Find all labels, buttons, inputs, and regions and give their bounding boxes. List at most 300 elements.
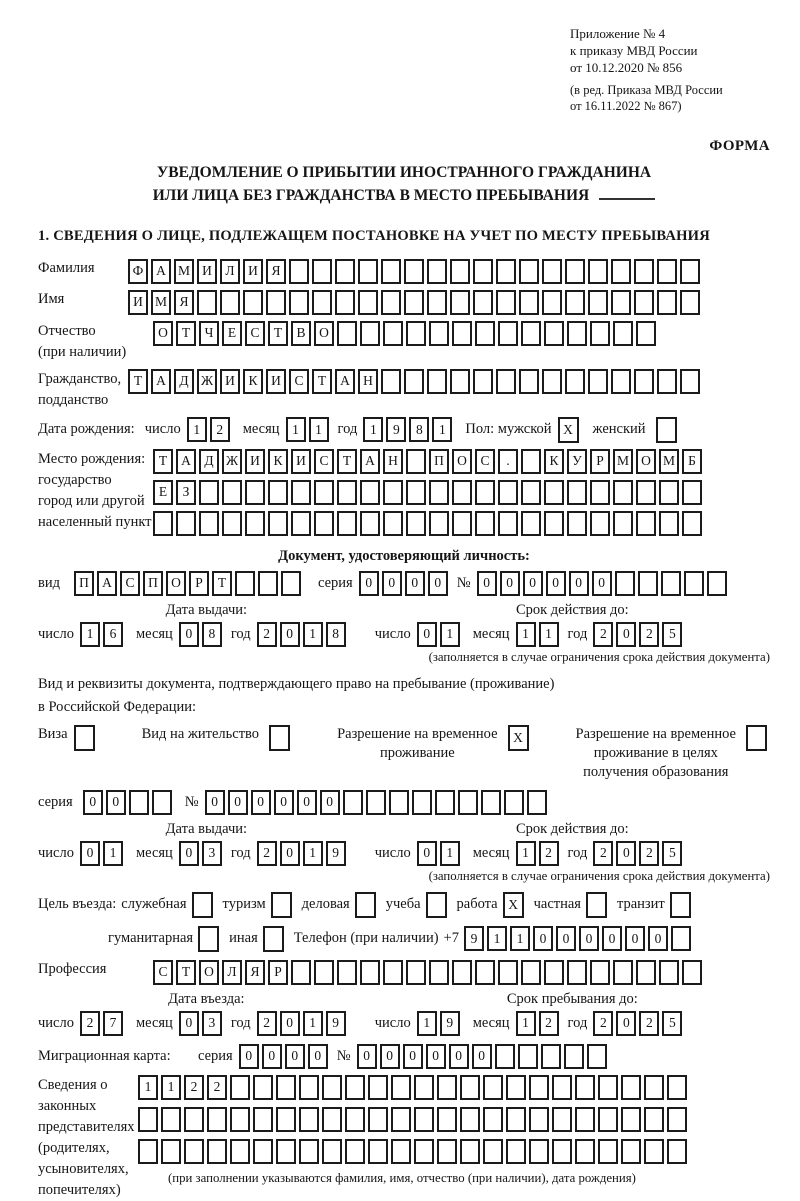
char-cell[interactable] bbox=[552, 1139, 572, 1164]
char-cell[interactable] bbox=[312, 259, 332, 284]
legal-reps-cells-row3[interactable] bbox=[138, 1139, 690, 1164]
char-cell[interactable]: Б bbox=[682, 449, 702, 474]
char-cell[interactable]: 0 bbox=[357, 1044, 377, 1069]
char-cell[interactable]: 1 bbox=[303, 1011, 323, 1036]
char-cell[interactable] bbox=[636, 960, 656, 985]
char-cell[interactable] bbox=[291, 511, 311, 536]
char-cell[interactable] bbox=[506, 1107, 526, 1132]
char-cell[interactable] bbox=[429, 511, 449, 536]
char-cell[interactable] bbox=[291, 480, 311, 505]
char-cell[interactable] bbox=[437, 1075, 457, 1100]
char-cell[interactable]: Т bbox=[176, 321, 196, 346]
char-cell[interactable]: О bbox=[153, 321, 173, 346]
char-cell[interactable] bbox=[161, 1139, 181, 1164]
char-cell[interactable] bbox=[266, 290, 286, 315]
char-cell[interactable] bbox=[544, 960, 564, 985]
char-cell[interactable]: 0 bbox=[477, 571, 497, 596]
char-cell[interactable] bbox=[406, 480, 426, 505]
char-cell[interactable] bbox=[552, 1075, 572, 1100]
phone-cells[interactable] bbox=[464, 926, 694, 951]
char-cell[interactable] bbox=[527, 790, 547, 815]
char-cell[interactable] bbox=[564, 1044, 584, 1069]
char-cell[interactable] bbox=[634, 259, 654, 284]
char-cell[interactable]: 2 bbox=[257, 622, 277, 647]
char-cell[interactable] bbox=[197, 290, 217, 315]
char-cell[interactable]: Е bbox=[222, 321, 242, 346]
char-cell[interactable]: 1 bbox=[510, 926, 530, 951]
char-cell[interactable] bbox=[452, 321, 472, 346]
char-cell[interactable]: 0 bbox=[472, 1044, 492, 1069]
char-cell[interactable] bbox=[496, 369, 516, 394]
char-cell[interactable]: С bbox=[120, 571, 140, 596]
char-cell[interactable]: 2 bbox=[639, 1011, 659, 1036]
char-cell[interactable] bbox=[621, 1107, 641, 1132]
char-cell[interactable]: И bbox=[197, 259, 217, 284]
entry-month-cells[interactable] bbox=[179, 1011, 225, 1036]
char-cell[interactable]: Ж bbox=[197, 369, 217, 394]
char-cell[interactable] bbox=[391, 1075, 411, 1100]
char-cell[interactable]: 0 bbox=[359, 571, 379, 596]
char-cell[interactable] bbox=[634, 290, 654, 315]
char-cell[interactable]: А bbox=[176, 449, 196, 474]
char-cell[interactable]: Т bbox=[176, 960, 196, 985]
purpose-work-checkbox[interactable]: X bbox=[503, 892, 524, 918]
char-cell[interactable] bbox=[383, 960, 403, 985]
char-cell[interactable]: 0 bbox=[426, 1044, 446, 1069]
char-cell[interactable] bbox=[138, 1107, 158, 1132]
char-cell[interactable]: 0 bbox=[320, 790, 340, 815]
char-cell[interactable]: 3 bbox=[202, 841, 222, 866]
purpose-humanitarian-checkbox[interactable] bbox=[198, 926, 219, 952]
char-cell[interactable] bbox=[337, 321, 357, 346]
char-cell[interactable] bbox=[383, 511, 403, 536]
char-cell[interactable] bbox=[199, 511, 219, 536]
char-cell[interactable]: 2 bbox=[207, 1075, 227, 1100]
char-cell[interactable]: 0 bbox=[500, 571, 520, 596]
char-cell[interactable] bbox=[322, 1107, 342, 1132]
char-cell[interactable] bbox=[412, 790, 432, 815]
char-cell[interactable] bbox=[358, 259, 378, 284]
char-cell[interactable]: 0 bbox=[616, 622, 636, 647]
char-cell[interactable] bbox=[153, 511, 173, 536]
char-cell[interactable] bbox=[414, 1139, 434, 1164]
char-cell[interactable]: А bbox=[335, 369, 355, 394]
char-cell[interactable] bbox=[521, 449, 541, 474]
char-cell[interactable] bbox=[567, 480, 587, 505]
id-expiry-month-cells[interactable] bbox=[516, 622, 562, 647]
char-cell[interactable]: К bbox=[268, 449, 288, 474]
char-cell[interactable]: 0 bbox=[428, 571, 448, 596]
stay-month-cells[interactable] bbox=[516, 1011, 562, 1036]
entry-day-cells[interactable] bbox=[80, 1011, 126, 1036]
char-cell[interactable]: 0 bbox=[382, 571, 402, 596]
char-cell[interactable] bbox=[427, 290, 447, 315]
purpose-study-checkbox[interactable] bbox=[426, 892, 447, 918]
char-cell[interactable]: 9 bbox=[326, 841, 346, 866]
char-cell[interactable] bbox=[542, 290, 562, 315]
char-cell[interactable] bbox=[565, 290, 585, 315]
profession-cells[interactable] bbox=[153, 960, 705, 985]
char-cell[interactable] bbox=[671, 926, 691, 951]
char-cell[interactable]: 2 bbox=[539, 1011, 559, 1036]
char-cell[interactable] bbox=[661, 571, 681, 596]
char-cell[interactable]: 0 bbox=[523, 571, 543, 596]
char-cell[interactable]: У bbox=[567, 449, 587, 474]
char-cell[interactable] bbox=[529, 1139, 549, 1164]
char-cell[interactable] bbox=[429, 480, 449, 505]
char-cell[interactable] bbox=[312, 290, 332, 315]
char-cell[interactable] bbox=[644, 1139, 664, 1164]
char-cell[interactable]: 5 bbox=[662, 1011, 682, 1036]
char-cell[interactable]: Н bbox=[383, 449, 403, 474]
char-cell[interactable]: С bbox=[245, 321, 265, 346]
char-cell[interactable] bbox=[481, 790, 501, 815]
char-cell[interactable]: 0 bbox=[592, 571, 612, 596]
char-cell[interactable] bbox=[345, 1107, 365, 1132]
char-cell[interactable] bbox=[406, 321, 426, 346]
char-cell[interactable]: 2 bbox=[80, 1011, 100, 1036]
char-cell[interactable] bbox=[542, 369, 562, 394]
purpose-official-checkbox[interactable] bbox=[192, 892, 213, 918]
char-cell[interactable]: 1 bbox=[138, 1075, 158, 1100]
legal-reps-cells-row1[interactable] bbox=[138, 1075, 690, 1100]
char-cell[interactable]: 0 bbox=[308, 1044, 328, 1069]
char-cell[interactable] bbox=[611, 259, 631, 284]
char-cell[interactable] bbox=[521, 480, 541, 505]
doc-number-cells[interactable] bbox=[477, 571, 730, 596]
surname-cells[interactable] bbox=[128, 259, 703, 284]
char-cell[interactable]: М bbox=[659, 449, 679, 474]
char-cell[interactable] bbox=[368, 1139, 388, 1164]
char-cell[interactable] bbox=[452, 511, 472, 536]
char-cell[interactable] bbox=[268, 480, 288, 505]
char-cell[interactable] bbox=[322, 1075, 342, 1100]
char-cell[interactable] bbox=[360, 511, 380, 536]
char-cell[interactable] bbox=[199, 480, 219, 505]
char-cell[interactable]: 0 bbox=[239, 1044, 259, 1069]
temp-residence-checkbox[interactable]: X bbox=[508, 725, 529, 751]
res-issue-year-cells[interactable] bbox=[257, 841, 349, 866]
char-cell[interactable]: 2 bbox=[593, 1011, 613, 1036]
char-cell[interactable]: И bbox=[128, 290, 148, 315]
char-cell[interactable] bbox=[567, 960, 587, 985]
legal-reps-cells-row2[interactable] bbox=[138, 1107, 690, 1132]
char-cell[interactable] bbox=[243, 290, 263, 315]
char-cell[interactable] bbox=[406, 960, 426, 985]
char-cell[interactable] bbox=[291, 960, 311, 985]
char-cell[interactable]: 0 bbox=[616, 1011, 636, 1036]
char-cell[interactable] bbox=[245, 511, 265, 536]
char-cell[interactable] bbox=[460, 1075, 480, 1100]
char-cell[interactable] bbox=[360, 960, 380, 985]
purpose-business-checkbox[interactable] bbox=[355, 892, 376, 918]
char-cell[interactable]: 1 bbox=[432, 417, 452, 442]
char-cell[interactable] bbox=[276, 1107, 296, 1132]
char-cell[interactable] bbox=[360, 480, 380, 505]
char-cell[interactable] bbox=[575, 1139, 595, 1164]
char-cell[interactable] bbox=[590, 960, 610, 985]
char-cell[interactable]: 0 bbox=[106, 790, 126, 815]
char-cell[interactable]: И bbox=[245, 449, 265, 474]
char-cell[interactable] bbox=[621, 1075, 641, 1100]
char-cell[interactable] bbox=[544, 511, 564, 536]
char-cell[interactable] bbox=[383, 480, 403, 505]
char-cell[interactable]: И bbox=[220, 369, 240, 394]
birth-day-cells[interactable] bbox=[187, 417, 233, 442]
char-cell[interactable]: Л bbox=[220, 259, 240, 284]
residence-permit-checkbox[interactable] bbox=[269, 725, 290, 751]
doc-series-cells[interactable] bbox=[359, 571, 451, 596]
char-cell[interactable]: Т bbox=[268, 321, 288, 346]
purpose-other-checkbox[interactable] bbox=[263, 926, 284, 952]
char-cell[interactable] bbox=[253, 1107, 273, 1132]
char-cell[interactable]: А bbox=[151, 369, 171, 394]
char-cell[interactable] bbox=[598, 1139, 618, 1164]
char-cell[interactable]: 3 bbox=[202, 1011, 222, 1036]
char-cell[interactable] bbox=[506, 1075, 526, 1100]
char-cell[interactable] bbox=[314, 960, 334, 985]
char-cell[interactable]: Я bbox=[174, 290, 194, 315]
char-cell[interactable]: М bbox=[151, 290, 171, 315]
char-cell[interactable]: 0 bbox=[417, 622, 437, 647]
char-cell[interactable]: 5 bbox=[662, 841, 682, 866]
id-issue-year-cells[interactable] bbox=[257, 622, 349, 647]
char-cell[interactable] bbox=[427, 259, 447, 284]
char-cell[interactable]: Ж bbox=[222, 449, 242, 474]
char-cell[interactable] bbox=[184, 1107, 204, 1132]
birth-place-cells-row3[interactable] bbox=[153, 511, 705, 536]
char-cell[interactable]: 0 bbox=[274, 790, 294, 815]
char-cell[interactable] bbox=[458, 790, 478, 815]
char-cell[interactable] bbox=[659, 480, 679, 505]
char-cell[interactable] bbox=[521, 511, 541, 536]
char-cell[interactable] bbox=[314, 480, 334, 505]
char-cell[interactable] bbox=[435, 790, 455, 815]
char-cell[interactable]: К bbox=[243, 369, 263, 394]
char-cell[interactable] bbox=[245, 480, 265, 505]
char-cell[interactable]: 0 bbox=[405, 571, 425, 596]
char-cell[interactable] bbox=[450, 259, 470, 284]
char-cell[interactable] bbox=[498, 321, 518, 346]
char-cell[interactable] bbox=[281, 571, 301, 596]
char-cell[interactable]: 8 bbox=[326, 622, 346, 647]
char-cell[interactable] bbox=[322, 1139, 342, 1164]
char-cell[interactable] bbox=[450, 290, 470, 315]
sex-female-checkbox[interactable] bbox=[656, 417, 677, 443]
char-cell[interactable] bbox=[299, 1139, 319, 1164]
char-cell[interactable] bbox=[207, 1107, 227, 1132]
char-cell[interactable] bbox=[567, 511, 587, 536]
char-cell[interactable]: 0 bbox=[83, 790, 103, 815]
char-cell[interactable] bbox=[613, 960, 633, 985]
char-cell[interactable]: 0 bbox=[533, 926, 553, 951]
char-cell[interactable]: 2 bbox=[257, 1011, 277, 1036]
char-cell[interactable]: Р bbox=[590, 449, 610, 474]
char-cell[interactable] bbox=[381, 259, 401, 284]
char-cell[interactable]: Л bbox=[222, 960, 242, 985]
char-cell[interactable]: 0 bbox=[251, 790, 271, 815]
char-cell[interactable]: И bbox=[266, 369, 286, 394]
char-cell[interactable] bbox=[391, 1107, 411, 1132]
char-cell[interactable]: 1 bbox=[303, 841, 323, 866]
char-cell[interactable] bbox=[253, 1075, 273, 1100]
char-cell[interactable] bbox=[475, 321, 495, 346]
char-cell[interactable] bbox=[391, 1139, 411, 1164]
char-cell[interactable]: 0 bbox=[285, 1044, 305, 1069]
char-cell[interactable] bbox=[414, 1075, 434, 1100]
char-cell[interactable] bbox=[657, 259, 677, 284]
migration-series-cells[interactable] bbox=[239, 1044, 331, 1069]
char-cell[interactable] bbox=[429, 960, 449, 985]
char-cell[interactable] bbox=[529, 1107, 549, 1132]
char-cell[interactable] bbox=[406, 449, 426, 474]
char-cell[interactable] bbox=[450, 369, 470, 394]
char-cell[interactable] bbox=[258, 571, 278, 596]
char-cell[interactable] bbox=[682, 480, 702, 505]
char-cell[interactable]: О bbox=[199, 960, 219, 985]
char-cell[interactable] bbox=[289, 259, 309, 284]
char-cell[interactable]: Т bbox=[153, 449, 173, 474]
char-cell[interactable] bbox=[506, 1139, 526, 1164]
char-cell[interactable]: 8 bbox=[409, 417, 429, 442]
char-cell[interactable]: Д bbox=[174, 369, 194, 394]
char-cell[interactable]: 1 bbox=[516, 622, 536, 647]
char-cell[interactable] bbox=[565, 259, 585, 284]
char-cell[interactable]: 9 bbox=[440, 1011, 460, 1036]
char-cell[interactable] bbox=[590, 511, 610, 536]
char-cell[interactable] bbox=[587, 1044, 607, 1069]
doc-type-cells[interactable] bbox=[74, 571, 304, 596]
char-cell[interactable] bbox=[636, 321, 656, 346]
char-cell[interactable]: И bbox=[291, 449, 311, 474]
char-cell[interactable] bbox=[611, 290, 631, 315]
char-cell[interactable]: 1 bbox=[487, 926, 507, 951]
char-cell[interactable] bbox=[615, 571, 635, 596]
char-cell[interactable] bbox=[207, 1139, 227, 1164]
char-cell[interactable]: Т bbox=[312, 369, 332, 394]
char-cell[interactable]: 0 bbox=[546, 571, 566, 596]
char-cell[interactable] bbox=[657, 369, 677, 394]
char-cell[interactable] bbox=[483, 1107, 503, 1132]
char-cell[interactable] bbox=[590, 321, 610, 346]
char-cell[interactable] bbox=[230, 1107, 250, 1132]
char-cell[interactable]: Ф bbox=[128, 259, 148, 284]
res-expiry-year-cells[interactable] bbox=[593, 841, 685, 866]
char-cell[interactable]: В bbox=[291, 321, 311, 346]
char-cell[interactable]: 1 bbox=[516, 841, 536, 866]
birth-year-cells[interactable] bbox=[363, 417, 455, 442]
char-cell[interactable] bbox=[427, 369, 447, 394]
id-expiry-year-cells[interactable] bbox=[593, 622, 685, 647]
char-cell[interactable]: 1 bbox=[440, 622, 460, 647]
char-cell[interactable] bbox=[498, 511, 518, 536]
char-cell[interactable]: А bbox=[360, 449, 380, 474]
char-cell[interactable]: 1 bbox=[539, 622, 559, 647]
char-cell[interactable]: 0 bbox=[280, 622, 300, 647]
residence-number-cells[interactable] bbox=[205, 790, 550, 815]
char-cell[interactable]: 2 bbox=[639, 622, 659, 647]
res-issue-month-cells[interactable] bbox=[179, 841, 225, 866]
char-cell[interactable] bbox=[611, 369, 631, 394]
char-cell[interactable] bbox=[337, 960, 357, 985]
char-cell[interactable]: 2 bbox=[257, 841, 277, 866]
temp-residence-edu-checkbox[interactable] bbox=[746, 725, 767, 751]
char-cell[interactable] bbox=[358, 290, 378, 315]
char-cell[interactable] bbox=[542, 259, 562, 284]
char-cell[interactable] bbox=[667, 1075, 687, 1100]
char-cell[interactable] bbox=[222, 480, 242, 505]
char-cell[interactable] bbox=[222, 511, 242, 536]
char-cell[interactable] bbox=[368, 1107, 388, 1132]
citizenship-cells[interactable] bbox=[128, 369, 703, 394]
char-cell[interactable]: А bbox=[151, 259, 171, 284]
char-cell[interactable] bbox=[495, 1044, 515, 1069]
char-cell[interactable] bbox=[460, 1139, 480, 1164]
char-cell[interactable]: С bbox=[475, 449, 495, 474]
char-cell[interactable] bbox=[437, 1139, 457, 1164]
char-cell[interactable]: Д bbox=[199, 449, 219, 474]
char-cell[interactable]: К bbox=[544, 449, 564, 474]
char-cell[interactable] bbox=[276, 1139, 296, 1164]
char-cell[interactable]: П bbox=[143, 571, 163, 596]
char-cell[interactable] bbox=[235, 571, 255, 596]
char-cell[interactable] bbox=[636, 480, 656, 505]
char-cell[interactable]: С bbox=[289, 369, 309, 394]
char-cell[interactable] bbox=[598, 1107, 618, 1132]
char-cell[interactable]: 9 bbox=[386, 417, 406, 442]
char-cell[interactable] bbox=[404, 259, 424, 284]
char-cell[interactable]: 2 bbox=[593, 622, 613, 647]
char-cell[interactable]: 0 bbox=[579, 926, 599, 951]
char-cell[interactable] bbox=[230, 1139, 250, 1164]
char-cell[interactable] bbox=[473, 369, 493, 394]
char-cell[interactable] bbox=[276, 1075, 296, 1100]
char-cell[interactable]: 1 bbox=[80, 622, 100, 647]
char-cell[interactable] bbox=[230, 1075, 250, 1100]
char-cell[interactable] bbox=[684, 571, 704, 596]
char-cell[interactable]: 0 bbox=[380, 1044, 400, 1069]
char-cell[interactable] bbox=[473, 290, 493, 315]
purpose-private-checkbox[interactable] bbox=[586, 892, 607, 918]
char-cell[interactable]: 2 bbox=[210, 417, 230, 442]
char-cell[interactable] bbox=[360, 321, 380, 346]
char-cell[interactable] bbox=[680, 369, 700, 394]
birth-month-cells[interactable] bbox=[286, 417, 332, 442]
char-cell[interactable] bbox=[406, 511, 426, 536]
id-expiry-day-cells[interactable] bbox=[417, 622, 463, 647]
char-cell[interactable]: 5 bbox=[662, 622, 682, 647]
char-cell[interactable]: 8 bbox=[202, 622, 222, 647]
char-cell[interactable]: 0 bbox=[625, 926, 645, 951]
char-cell[interactable]: О bbox=[314, 321, 334, 346]
char-cell[interactable]: 1 bbox=[303, 622, 323, 647]
entry-year-cells[interactable] bbox=[257, 1011, 349, 1036]
char-cell[interactable]: И bbox=[243, 259, 263, 284]
char-cell[interactable] bbox=[381, 369, 401, 394]
char-cell[interactable]: 0 bbox=[80, 841, 100, 866]
char-cell[interactable]: 0 bbox=[648, 926, 668, 951]
char-cell[interactable] bbox=[565, 369, 585, 394]
char-cell[interactable] bbox=[529, 1075, 549, 1100]
char-cell[interactable] bbox=[636, 511, 656, 536]
char-cell[interactable] bbox=[381, 290, 401, 315]
char-cell[interactable]: 1 bbox=[309, 417, 329, 442]
char-cell[interactable]: М bbox=[174, 259, 194, 284]
char-cell[interactable] bbox=[659, 960, 679, 985]
char-cell[interactable]: П bbox=[429, 449, 449, 474]
char-cell[interactable] bbox=[496, 259, 516, 284]
char-cell[interactable]: 0 bbox=[280, 1011, 300, 1036]
